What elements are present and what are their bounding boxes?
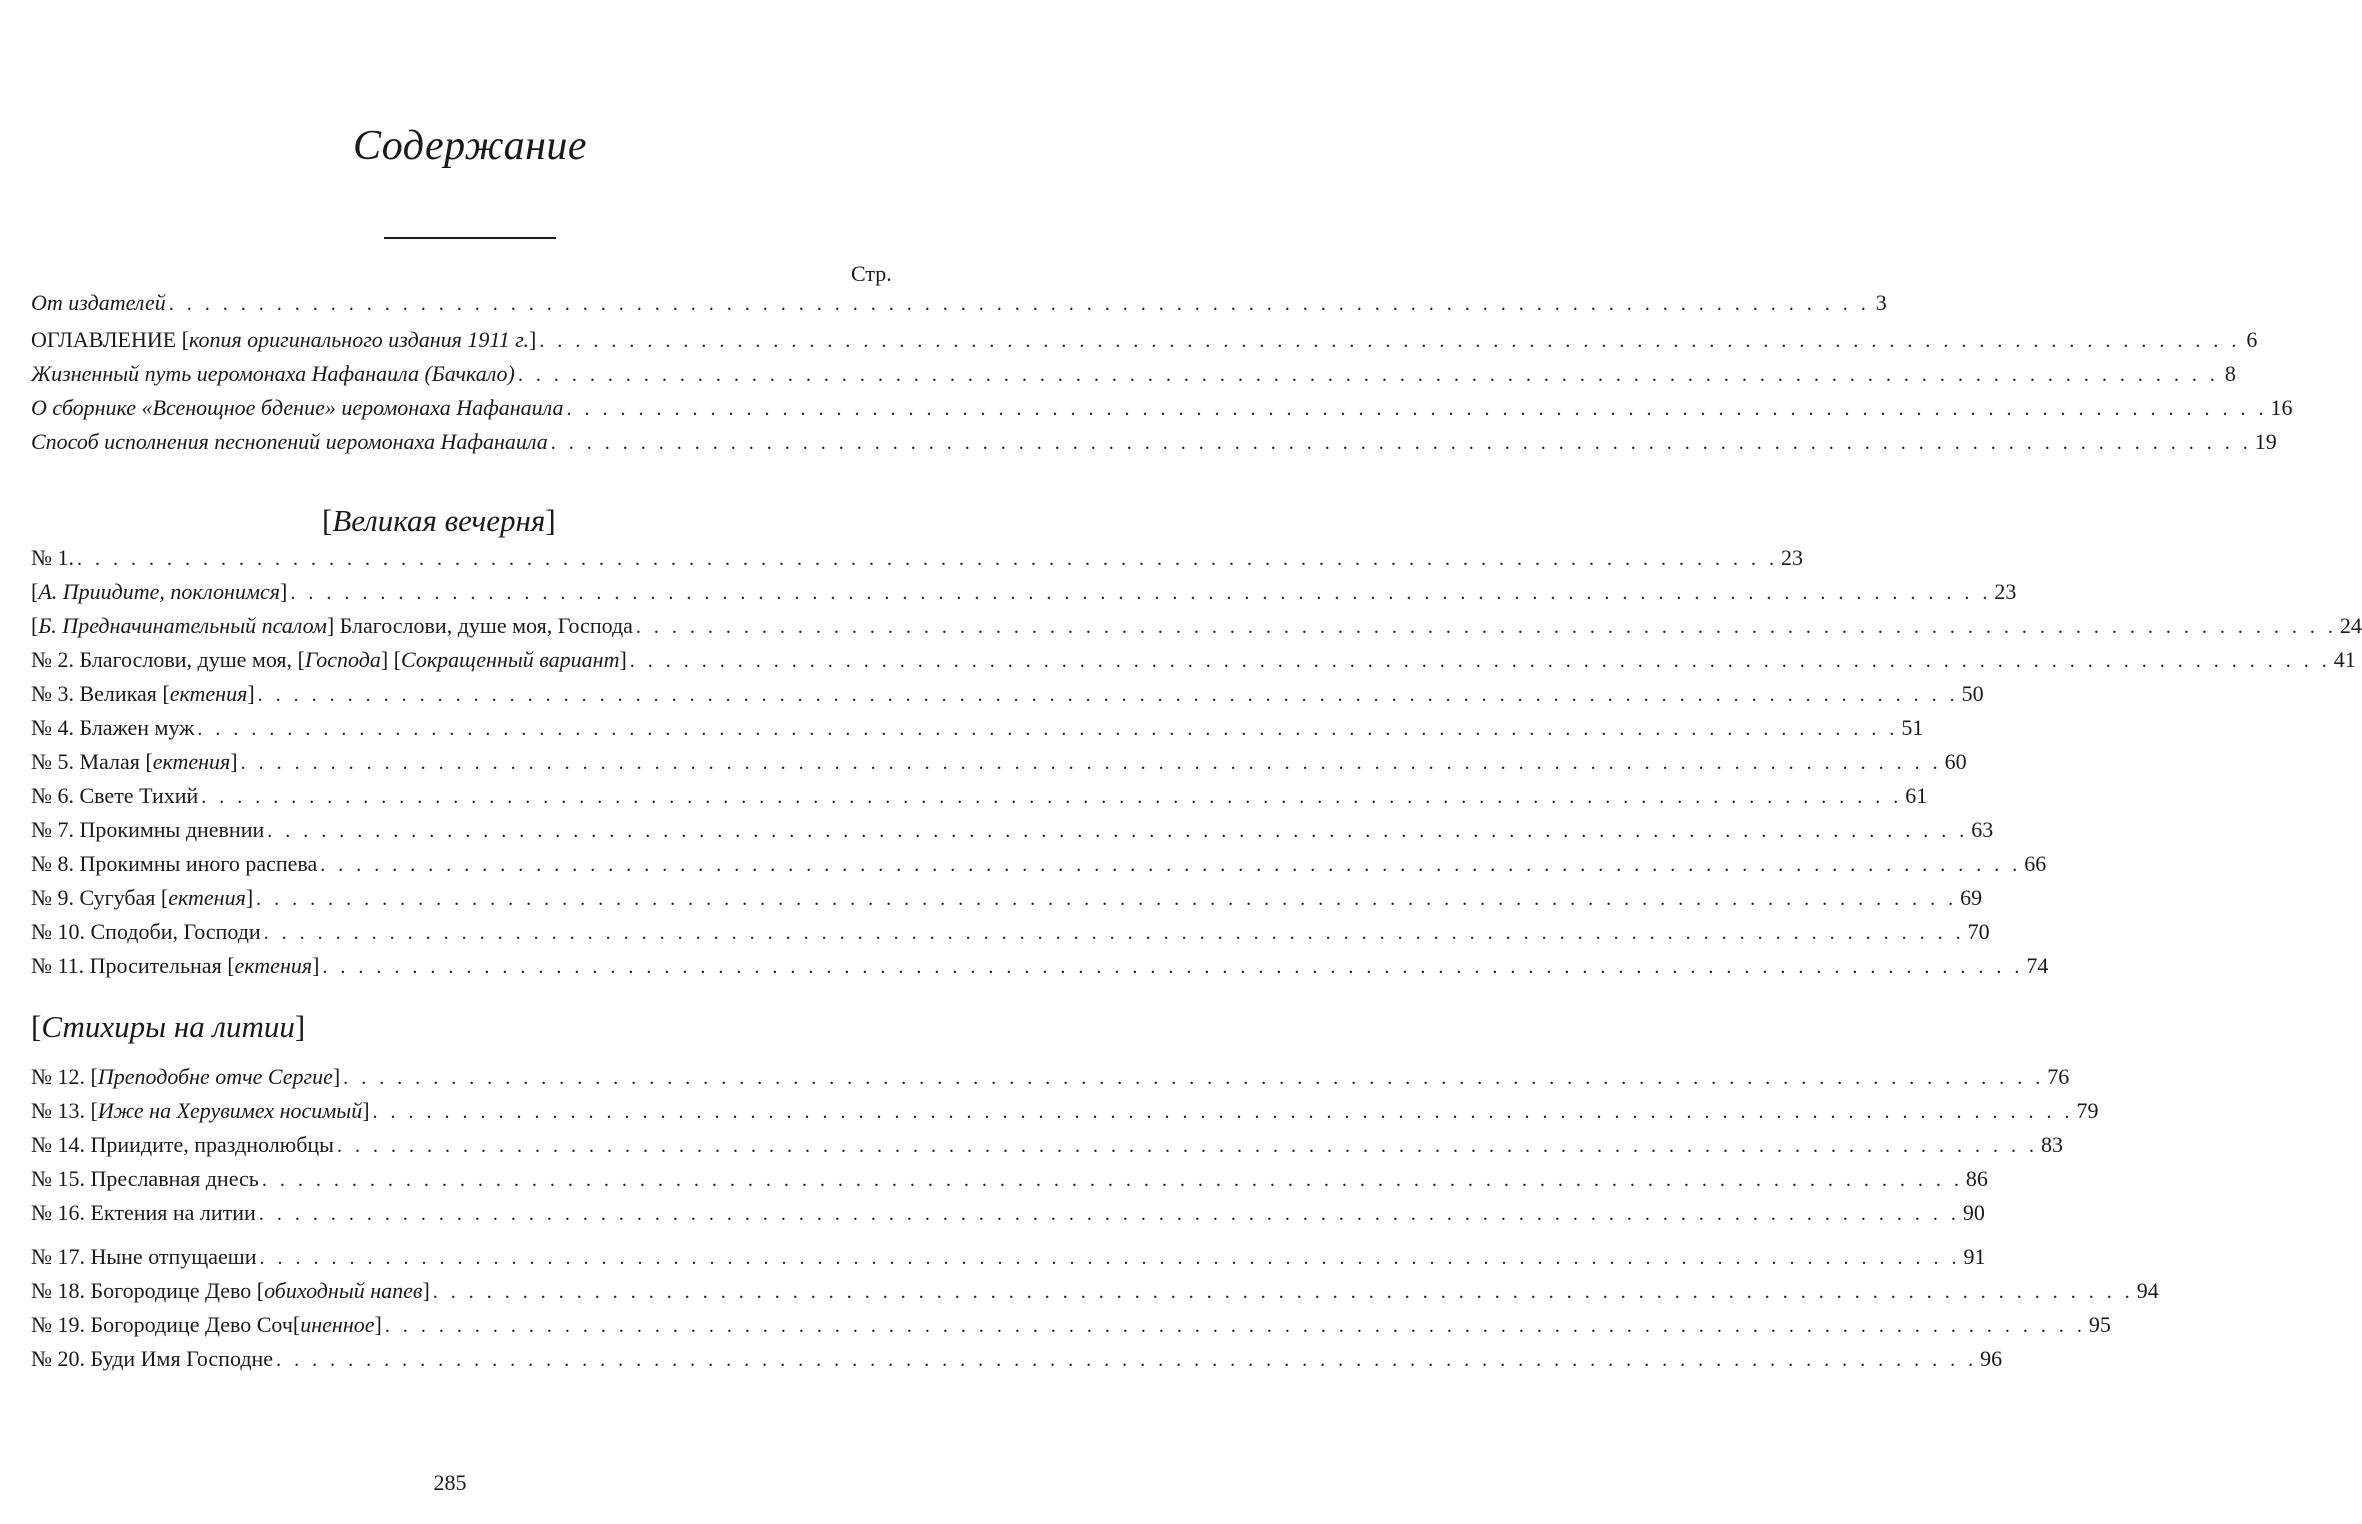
- toc-entry-page: 3: [1875, 290, 1887, 315]
- toc-entry-title: [31, 817, 264, 843]
- toc-entry-title: [31, 395, 563, 421]
- toc-entry-title-part: № 19. Богородице Дево Соч[: [31, 1312, 301, 1337]
- toc-entry-title-part: Жизненный путь иеромонаха Нафанаила (Бачкало): [31, 361, 515, 386]
- toc-entry: [31, 885, 1983, 917]
- toc-entry-title: [31, 545, 74, 571]
- toc-entry-title: [31, 1278, 430, 1304]
- toc-entry-title-part: ектения: [152, 749, 231, 774]
- dot-leader: . . . . . . . . . . . . . . . . . . . . . . . . . . . . . . . . . . . . . . . . . . . . . . . . . . . . . . . . . . . . . . . . . . . . . . . . . . . . . . . . . . . . . . . . . . . . . . .: [261, 1169, 1963, 1191]
- toc-entry: [31, 613, 2362, 645]
- toc-entry-title: [31, 715, 194, 741]
- dot-leader: . . . . . . . . . . . . . . . . . . . . . . . . . . . . . . . . . . . . . . . . . . . . . . . . . . . . . . . . . . . . . . . . . . . . . . . . . . . . . . . . . . . . . . . . . . . . . . .: [267, 820, 1969, 842]
- toc-entry-title-part: Б. Предначинательный псалом: [38, 613, 327, 638]
- toc-entry: [31, 919, 1990, 951]
- toc-entry-title-part: № 15. Преславная днесь: [31, 1166, 259, 1191]
- page-column-label: Стр.: [851, 261, 892, 286]
- toc-entry-title: [31, 783, 198, 809]
- dot-leader: . . . . . . . . . . . . . . . . . . . . . . . . . . . . . . . . . . . . . . . . . . . . . . . . . . . . . . . . . . . . . . . . . . . . . . . . . . . . . . . . . . . . . . . . . . . . . . .: [517, 364, 2219, 386]
- dot-leader: . . . . . . . . . . . . . . . . . . . . . . . . . . . . . . . . . . . . . . . . . . . . . . . . . . . . . . . . . . . . . . . . . . . . . . . . . . . . . . . . . . . . . . . . . . . . . . .: [259, 1247, 1961, 1269]
- page-number: 285: [433, 1470, 467, 1495]
- dot-leader: . . . . . . . . . . . . . . . . . . . . . . . . . . . . . . . . . . . . . . . . . . . . . . . . . . . . . . . . . . . . . . . . . . . . . . . . . . . . . . . . . . . . . . . . . . . . . . .: [539, 330, 2241, 352]
- toc-entry-title: [31, 290, 166, 316]
- toc-entry: [31, 579, 2017, 611]
- dot-leader: . . . . . . . . . . . . . . . . . . . . . . . . . . . . . . . . . . . . . . . . . . . . . . . . . . . . . . . . . . . . . . . . . . . . . . . . . . . . . . . . . . . . . . . . . . . . . . .: [201, 786, 1903, 808]
- toc-entry-title-part: ектения: [234, 953, 313, 978]
- toc-entry: [31, 327, 2258, 359]
- toc-entry-page: 79: [2076, 1098, 2099, 1123]
- toc-entry-title: [31, 613, 633, 639]
- toc-entry: [31, 851, 2047, 883]
- toc-entry-title-part: № 4. Блажен муж: [31, 715, 195, 740]
- toc-entry: [31, 715, 1924, 747]
- toc-entry-title-part: ]: [247, 681, 255, 706]
- toc-entry-page: 94: [2136, 1278, 2159, 1303]
- toc-entry-title-part: № 17. Ныне отпущаеши: [31, 1244, 257, 1269]
- section-title-litia: [Стихиры на литии]: [31, 1009, 306, 1044]
- toc-entry: [31, 361, 2236, 393]
- toc-entry-title-part: Способ исполнения песнопений иеромонаха Нафанаила: [31, 429, 548, 454]
- toc-entry-title-part: № 14. Приидите, празднолюбцы: [31, 1132, 334, 1157]
- toc-entry-title-part: № 12. [: [31, 1064, 98, 1089]
- toc-entry-page: 50: [1961, 681, 1984, 706]
- toc-entry-title-part: Господа: [304, 647, 381, 672]
- dot-leader: . . . . . . . . . . . . . . . . . . . . . . . . . . . . . . . . . . . . . . . . . . . . . . . . . . . . . . . . . . . . . . . . . . . . . . . . . . . . . . . . . . . . . . . . . . . . . . .: [240, 752, 1942, 774]
- toc-entry-title-part: ]: [230, 749, 238, 774]
- toc-entry: [31, 1312, 2111, 1344]
- toc-entry-title: [31, 361, 515, 387]
- toc-entry-title-part: [: [31, 613, 39, 638]
- toc-entry-title: [31, 1244, 256, 1270]
- title-divider: [384, 237, 556, 239]
- toc-entry-page: 66: [2024, 851, 2047, 876]
- toc-entry-title-part: № 18. Богородице Дево [: [31, 1278, 265, 1303]
- dot-leader: . . . . . . . . . . . . . . . . . . . . . . . . . . . . . . . . . . . . . . . . . . . . . . . . . . . . . . . . . . . . . . . . . . . . . . . . . . . . . . . . . . . . . . . . . . . . . . .: [197, 718, 1899, 740]
- toc-entry: [31, 1346, 2003, 1378]
- toc-entry-title-part: № 2. Благослови, душе моя, [: [31, 647, 305, 672]
- toc-entry-title-part: № 20. Буди Имя Господне: [31, 1346, 274, 1371]
- dot-leader: . . . . . . . . . . . . . . . . . . . . . . . . . . . . . . . . . . . . . . . . . . . . . . . . . . . . . . . . . . . . . . . . . . . . . . . . . . . . . . . . . . . . . . . . . . . . . . .: [322, 956, 2024, 978]
- toc-entry-title-part: иненное: [300, 1312, 375, 1337]
- toc-entry: [31, 1064, 2070, 1096]
- dot-leader: . . . . . . . . . . . . . . . . . . . . . . . . . . . . . . . . . . . . . . . . . . . . . . . . . . . . . . . . . . . . . . . . . . . . . . . . . . . . . . . . . . . . . . . . . . . . . . .: [336, 1135, 2038, 1157]
- toc-entry-page: 16: [2270, 395, 2293, 420]
- toc-entry: [31, 290, 1887, 322]
- toc-entry: [31, 545, 1803, 577]
- toc-entry-title-part: № 1.: [31, 545, 74, 570]
- toc-entry-title: [31, 1166, 259, 1192]
- dot-leader: . . . . . . . . . . . . . . . . . . . . . . . . . . . . . . . . . . . . . . . . . . . . . . . . . . . . . . . . . . . . . . . . . . . . . . . . . . . . . . . . . . . . . . . . . . . . . . .: [168, 293, 1870, 315]
- toc-entry-page: 69: [1960, 885, 1983, 910]
- toc-entry-title-part: № 9. Сугубая [: [31, 885, 169, 910]
- toc-entry-title-part: копия оригинального издания 1911 г.: [189, 327, 530, 352]
- dot-leader: . . . . . . . . . . . . . . . . . . . . . . . . . . . . . . . . . . . . . . . . . . . . . . . . . . . . . . . . . . . . . . . . . . . . . . . . . . . . . . . . . . . . . . . . . . . . . . .: [263, 922, 1965, 944]
- toc-entry-title: [31, 579, 287, 605]
- toc-entry-page: 70: [1967, 919, 1990, 944]
- section-title-vespers: [Великая вечерня]: [322, 503, 556, 538]
- toc-entry-page: 95: [2088, 1312, 2111, 1337]
- toc-entry-title-part: № 16. Ектения на литии: [31, 1200, 256, 1225]
- toc-entry-title-part: ]: [422, 1278, 430, 1303]
- toc-entry: [31, 783, 1928, 815]
- toc-entry-title: [31, 647, 627, 673]
- dot-leader: . . . . . . . . . . . . . . . . . . . . . . . . . . . . . . . . . . . . . . . . . . . . . . . . . . . . . . . . . . . . . . . . . . . . . . . . . . . . . . . . . . . . . . . . . . . . . . .: [372, 1101, 2074, 1123]
- toc-entry: [31, 817, 1994, 849]
- toc-entry-title: [31, 919, 261, 945]
- toc-entry-title: [31, 749, 238, 775]
- toc-entry-title-part: О сборнике «Всенощное бдение» иеромонаха Нафанаила: [31, 395, 564, 420]
- toc-entry: [31, 647, 2356, 679]
- toc-entry-title: [31, 1312, 382, 1338]
- toc-entry-title-part: № 8. Прокимны иного распева: [31, 851, 318, 876]
- toc-entry: [31, 1200, 1985, 1232]
- toc-entry-page: 8: [2224, 361, 2236, 386]
- toc-entry: [31, 1132, 2063, 1164]
- toc-entry-page: 96: [1980, 1346, 2003, 1371]
- toc-entry-page: 61: [1905, 783, 1928, 808]
- toc-entry-title-part: № 6. Свете Тихий: [31, 783, 199, 808]
- toc-entry-title: [31, 1064, 340, 1090]
- toc-entry-page: 63: [1971, 817, 1994, 842]
- toc-entry: [31, 1166, 1988, 1198]
- toc-entry-title: [31, 327, 536, 353]
- toc-entry: [31, 1098, 2099, 1130]
- toc-entry-title: [31, 1346, 273, 1372]
- section-title-text: Стихиры на литии: [41, 1009, 295, 1044]
- dot-leader: . . . . . . . . . . . . . . . . . . . . . . . . . . . . . . . . . . . . . . . . . . . . . . . . . . . . . . . . . . . . . . . . . . . . . . . . . . . . . . . . . . . . . . . . . . . . . . .: [550, 432, 2252, 454]
- dot-leader: . . . . . . . . . . . . . . . . . . . . . . . . . . . . . . . . . . . . . . . . . . . . . . . . . . . . . . . . . . . . . . . . . . . . . . . . . . . . . . . . . . . . . . . . . . . . . . .: [566, 398, 2268, 420]
- toc-entry-page: 41: [2333, 647, 2356, 672]
- toc-entry: [31, 749, 1967, 781]
- toc-entry-title-part: Сокращенный вариант: [401, 647, 620, 672]
- dot-leader: . . . . . . . . . . . . . . . . . . . . . . . . . . . . . . . . . . . . . . . . . . . . . . . . . . . . . . . . . . . . . . . . . . . . . . . . . . . . . . . . . . . . . . . . . . . . . . .: [257, 684, 1959, 706]
- toc-entry-title: [31, 1098, 370, 1124]
- toc-entry-page: 23: [1994, 579, 2017, 604]
- dot-leader: . . . . . . . . . . . . . . . . . . . . . . . . . . . . . . . . . . . . . . . . . . . . . . . . . . . . . . . . . . . . . . . . . . . . . . . . . . . . . . . . . . . . . . . . . . . . . . .: [290, 582, 1992, 604]
- toc-entry-title: [31, 953, 319, 979]
- toc-entry-title-part: ]: [332, 1064, 341, 1089]
- toc-entry-title-part: А. Приидите, поклонимся: [38, 579, 280, 604]
- dot-leader: . . . . . . . . . . . . . . . . . . . . . . . . . . . . . . . . . . . . . . . . . . . . . . . . . . . . . . . . . . . . . . . . . . . . . . . . . . . . . . . . . . . . . . . . . . . . . . .: [320, 854, 2022, 876]
- dot-leader: . . . . . . . . . . . . . . . . . . . . . . . . . . . . . . . . . . . . . . . . . . . . . . . . . . . . . . . . . . . . . . . . . . . . . . . . . . . . . . . . . . . . . . . . . . . . . . .: [276, 1349, 1978, 1371]
- toc-entry: [31, 1244, 1986, 1276]
- toc-entry-page: 60: [1944, 749, 1967, 774]
- toc-entry-title-part: Преподобне отче Сергие: [97, 1064, 333, 1089]
- toc-entry-page: 51: [1901, 715, 1924, 740]
- toc-entry-title-part: От издателей: [31, 290, 166, 315]
- toc-entry-page: 24: [2339, 613, 2362, 638]
- toc-entry: [31, 953, 2049, 985]
- toc-entry-page: 19: [2254, 429, 2277, 454]
- dot-leader: . . . . . . . . . . . . . . . . . . . . . . . . . . . . . . . . . . . . . . . . . . . . . . . . . . . . . . . . . . . . . . . . . . . . . . . . . . . . . . . . . . . . . . . . . . . . . . .: [256, 888, 1958, 910]
- toc-entry-title-part: ] Благослови, душе моя, Господа: [326, 613, 633, 638]
- toc-entry-title: [31, 681, 255, 707]
- dot-leader: . . . . . . . . . . . . . . . . . . . . . . . . . . . . . . . . . . . . . . . . . . . . . . . . . . . . . . . . . . . . . . . . . . . . . . . . . . . . . . . . . . . . . . . . . . . . . . .: [384, 1315, 2086, 1337]
- toc-entry-title: [31, 1132, 334, 1158]
- toc-entry-title-part: ]: [245, 885, 254, 910]
- toc-entry-title-part: ]: [312, 953, 320, 978]
- toc-entry-title-part: № 3. Великая [: [31, 681, 170, 706]
- toc-entry-page: 6: [2246, 327, 2258, 352]
- toc-entry-title-part: ]: [529, 327, 537, 352]
- toc-entry-page: 90: [1962, 1200, 1985, 1225]
- toc-entry-title-part: ] [: [380, 647, 401, 672]
- toc-entry-page: 23: [1781, 545, 1803, 570]
- toc-entry-title-part: ОГЛАВЛЕНИЕ [: [31, 327, 189, 352]
- toc-entry-title-part: № 5. Малая [: [31, 749, 153, 774]
- toc-entry-page: 91: [1963, 1244, 1986, 1269]
- toc-entry-title-part: ]: [619, 647, 627, 672]
- toc-entry-title: [31, 885, 253, 911]
- page-title: Содержание: [352, 123, 588, 169]
- toc-entry-title-part: № 7. Прокимны дневнии: [31, 817, 265, 842]
- toc-entry-title-part: [: [31, 579, 39, 604]
- toc-entry-page: 76: [2047, 1064, 2070, 1089]
- toc-entry-title-part: обиходный напев: [264, 1278, 423, 1303]
- dot-leader: . . . . . . . . . . . . . . . . . . . . . . . . . . . . . . . . . . . . . . . . . . . . . . . . . . . . . . . . . . . . . . . . . . . . . . . . . . . . . . . . . . . . . . . . . . . . . . .: [77, 548, 1778, 570]
- toc-entry-title-part: ]: [374, 1312, 382, 1337]
- toc-entry: [31, 429, 2277, 461]
- section-title-text: Великая вечерня: [332, 503, 546, 538]
- toc-entry-title-part: ]: [279, 579, 288, 604]
- toc-entry-title-part: ]: [362, 1098, 370, 1123]
- dot-leader: . . . . . . . . . . . . . . . . . . . . . . . . . . . . . . . . . . . . . . . . . . . . . . . . . . . . . . . . . . . . . . . . . . . . . . . . . . . . . . . . . . . . . . . . . . . . . . .: [629, 650, 2331, 672]
- dot-leader: . . . . . . . . . . . . . . . . . . . . . . . . . . . . . . . . . . . . . . . . . . . . . . . . . . . . . . . . . . . . . . . . . . . . . . . . . . . . . . . . . . . . . . . . . . . . . . .: [432, 1281, 2134, 1303]
- toc-entry-title-part: № 10. Сподоби, Господи: [31, 919, 261, 944]
- toc-entry-title-part: ектения: [169, 681, 248, 706]
- dot-leader: . . . . . . . . . . . . . . . . . . . . . . . . . . . . . . . . . . . . . . . . . . . . . . . . . . . . . . . . . . . . . . . . . . . . . . . . . . . . . . . . . . . . . . . . . . . . . . .: [343, 1067, 2045, 1089]
- toc-entry: [31, 395, 2293, 427]
- dot-leader: . . . . . . . . . . . . . . . . . . . . . . . . . . . . . . . . . . . . . . . . . . . . . . . . . . . . . . . . . . . . . . . . . . . . . . . . . . . . . . . . . . . . . . . . . . . . . . .: [258, 1203, 1960, 1225]
- toc-entry: [31, 1278, 2159, 1310]
- toc-entry-title: [31, 851, 317, 877]
- toc-entry-title: [31, 429, 548, 455]
- toc-entry-title-part: Иже на Херувимех носимый: [97, 1098, 363, 1123]
- toc-entry-page: 74: [2026, 953, 2049, 978]
- toc-entry-title: [31, 1200, 256, 1226]
- toc-entry-page: 83: [2040, 1132, 2063, 1157]
- toc-entry-title-part: № 11. Просительная [: [31, 953, 235, 978]
- toc-entry-title-part: ектения: [168, 885, 246, 910]
- dot-leader: . . . . . . . . . . . . . . . . . . . . . . . . . . . . . . . . . . . . . . . . . . . . . . . . . . . . . . . . . . . . . . . . . . . . . . . . . . . . . . . . . . . . . . . . . . . . . . .: [635, 616, 2337, 638]
- toc-entry-title-part: № 13. [: [31, 1098, 98, 1123]
- toc-entry: [31, 681, 1984, 713]
- toc-entry-page: 86: [1965, 1166, 1988, 1191]
